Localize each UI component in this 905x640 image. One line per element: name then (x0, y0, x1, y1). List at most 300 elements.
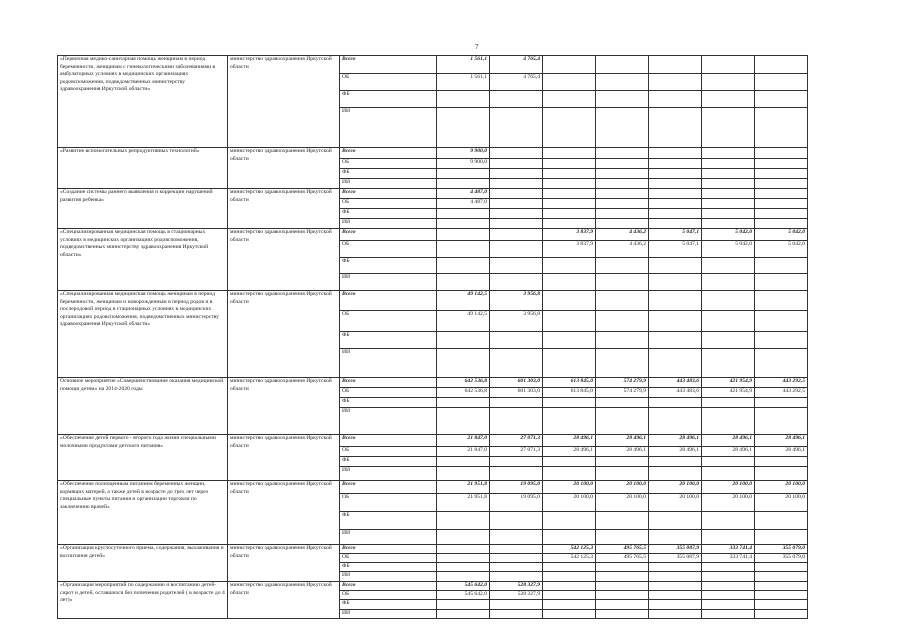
amount-cell (755, 258, 808, 274)
amount-cell (490, 545, 543, 554)
funding-source-label: ИИ (340, 274, 437, 291)
amount-cell: 27 071,3 (490, 435, 543, 447)
amount-cell: 642 536,8 (437, 388, 490, 398)
amount-cell: 5 042,0 (755, 229, 808, 241)
amount-cell: 1 561,1 (437, 74, 490, 91)
amount-cell (702, 74, 755, 91)
amount-cell (755, 311, 808, 332)
funding-source-label: ОБ (340, 591, 437, 600)
funding-source-label: Всего (340, 148, 437, 159)
amount-cell (755, 457, 808, 467)
amount-cell (543, 189, 596, 199)
table-row (58, 582, 808, 591)
amount-cell: 613 845,0 (543, 388, 596, 398)
amount-cell: 21 847,0 (437, 447, 490, 457)
amount-cell (543, 582, 596, 591)
funding-source-label: ФБ (340, 91, 437, 108)
amount-cell (649, 530, 702, 545)
amount-cell (649, 189, 702, 199)
amount-cell (702, 530, 755, 545)
funding-source-label: ФБ (340, 332, 437, 349)
amount-cell (702, 291, 755, 311)
funding-source-label: ОБ (340, 241, 437, 258)
amount-cell (649, 179, 702, 189)
amount-cell: 355 079,0 (755, 545, 808, 554)
amount-cell (702, 56, 755, 74)
amount-cell (649, 512, 702, 530)
amount-cell (490, 219, 543, 229)
amount-cell (702, 159, 755, 169)
amount-cell (490, 408, 543, 435)
funding-source-label: ОБ (340, 159, 437, 169)
amount-cell: 4 436,2 (596, 241, 649, 258)
funding-source-label: ИИ (340, 530, 437, 545)
responsible-executor: министерство здравоохранения Иркутской области (228, 229, 340, 291)
amount-cell (649, 148, 702, 159)
amount-cell (543, 408, 596, 435)
funding-source-label: Всего (340, 481, 437, 494)
amount-cell: 5 042,0 (755, 241, 808, 258)
page-number: 7 (475, 43, 479, 51)
amount-cell (543, 179, 596, 189)
amount-cell (596, 582, 649, 591)
amount-cell (702, 189, 755, 199)
responsible-executor: министерство здравоохранения Иркутской области (228, 291, 340, 378)
amount-cell (702, 572, 755, 582)
amount-cell (490, 554, 543, 563)
amount-cell: 4 487,0 (437, 199, 490, 209)
amount-cell (543, 74, 596, 91)
amount-cell: 19 095,0 (490, 481, 543, 494)
funding-source-label: ФБ (340, 169, 437, 179)
amount-cell (702, 258, 755, 274)
table-row (58, 148, 808, 159)
amount-cell (702, 91, 755, 108)
amount-cell (490, 91, 543, 108)
funding-source-label: ФБ (340, 600, 437, 610)
amount-cell (649, 209, 702, 219)
amount-cell (596, 199, 649, 209)
amount-cell (543, 199, 596, 209)
amount-cell (596, 209, 649, 219)
amount-cell (649, 291, 702, 311)
amount-cell: 3 837,9 (543, 229, 596, 241)
amount-cell (649, 108, 702, 148)
table-row (58, 545, 808, 554)
amount-cell (596, 169, 649, 179)
amount-cell: 3 956,8 (490, 291, 543, 311)
amount-cell (702, 398, 755, 408)
funding-source-label: ФБ (340, 258, 437, 274)
responsible-executor: министерство здравоохранения Иркутской области (228, 148, 340, 189)
amount-cell (649, 572, 702, 582)
amount-cell: 9 900,0 (437, 148, 490, 159)
amount-cell: 545 642,0 (437, 582, 490, 591)
amount-cell (649, 56, 702, 74)
funding-source-label: Всего (340, 291, 437, 311)
amount-cell (755, 291, 808, 311)
amount-cell: 21 951,8 (437, 481, 490, 494)
amount-cell (702, 563, 755, 572)
amount-cell (437, 457, 490, 467)
amount-cell (490, 563, 543, 572)
amount-cell (755, 467, 808, 481)
funding-source-label: ОБ (340, 554, 437, 563)
activity-name: «Первичная медико-санитарная помощь женщинам в период беременности, женщинам с гинекологическими заболеваниями в амбулаторных условиях в медицинских организациях родовспоможения, подведомственных министерству здравоохранения Иркутской области» (58, 56, 228, 148)
amount-cell (596, 159, 649, 169)
amount-cell (490, 530, 543, 545)
amount-cell: 5 047,1 (649, 229, 702, 241)
amount-cell (490, 148, 543, 159)
funding-source-label: ИИ (340, 179, 437, 189)
amount-cell (490, 349, 543, 378)
responsible-executor: министерство здравоохранения Иркутской области (228, 56, 340, 148)
amount-cell (702, 148, 755, 159)
amount-cell: 28 496,1 (596, 447, 649, 457)
funding-source-label: ОБ (340, 388, 437, 398)
amount-cell (702, 457, 755, 467)
amount-cell: 49 142,5 (437, 311, 490, 332)
amount-cell (490, 179, 543, 189)
funding-source-label: ИИ (340, 610, 437, 619)
amount-cell (596, 274, 649, 291)
amount-cell: 642 536,8 (437, 378, 490, 388)
amount-cell: 542 125,3 (543, 554, 596, 563)
amount-cell (437, 169, 490, 179)
amount-cell (702, 512, 755, 530)
table-row (58, 56, 808, 74)
amount-cell: 574 279,9 (596, 388, 649, 398)
amount-cell (490, 229, 543, 241)
amount-cell: 4 436,2 (596, 229, 649, 241)
funding-source-label: ИИ (340, 349, 437, 378)
activity-name: Основное мероприятие «Совершенствование оказания медицинской помощи детям» на 2014-2020 годы (58, 378, 228, 435)
amount-cell: 3 837,9 (543, 241, 596, 258)
amount-cell (596, 148, 649, 159)
amount-cell (649, 591, 702, 600)
amount-cell (490, 457, 543, 467)
amount-cell: 601 303,0 (490, 388, 543, 398)
amount-cell (437, 554, 490, 563)
amount-cell: 574 279,9 (596, 378, 649, 388)
amount-cell (543, 467, 596, 481)
amount-cell (649, 169, 702, 179)
amount-cell (543, 108, 596, 148)
amount-cell: 28 496,1 (649, 447, 702, 457)
amount-cell (755, 572, 808, 582)
amount-cell (437, 349, 490, 378)
amount-cell (702, 582, 755, 591)
funding-source-label: ИИ (340, 108, 437, 148)
amount-cell (437, 241, 490, 258)
amount-cell (755, 219, 808, 229)
amount-cell (543, 398, 596, 408)
amount-cell (702, 349, 755, 378)
amount-cell (543, 563, 596, 572)
amount-cell (543, 169, 596, 179)
table-row (58, 189, 808, 199)
amount-cell (490, 467, 543, 481)
amount-cell: 20 100,0 (755, 494, 808, 512)
budget-table (57, 55, 808, 619)
amount-cell (755, 159, 808, 169)
amount-cell: 5 042,0 (702, 229, 755, 241)
amount-cell (755, 56, 808, 74)
amount-cell (543, 209, 596, 219)
amount-cell: 28 496,1 (543, 435, 596, 447)
amount-cell (755, 108, 808, 148)
amount-cell: 355 087,9 (649, 554, 702, 563)
amount-cell: 443 483,6 (649, 388, 702, 398)
amount-cell: 355 087,9 (649, 545, 702, 554)
amount-cell: 28 496,1 (755, 435, 808, 447)
amount-cell (437, 467, 490, 481)
amount-cell: 1 561,1 (437, 56, 490, 74)
responsible-executor: министерство здравоохранения Иркутской области (228, 378, 340, 435)
amount-cell (755, 179, 808, 189)
amount-cell (596, 332, 649, 349)
amount-cell (755, 74, 808, 91)
amount-cell (596, 349, 649, 378)
amount-cell (543, 274, 596, 291)
amount-cell (649, 219, 702, 229)
amount-cell: 20 100,0 (543, 481, 596, 494)
amount-cell (543, 349, 596, 378)
amount-cell (437, 258, 490, 274)
funding-source-label: Всего (340, 189, 437, 199)
amount-cell (596, 563, 649, 572)
amount-cell (543, 291, 596, 311)
amount-cell (490, 398, 543, 408)
amount-cell (437, 408, 490, 435)
amount-cell (702, 311, 755, 332)
amount-cell (490, 159, 543, 169)
amount-cell (596, 311, 649, 332)
amount-cell (490, 199, 543, 209)
amount-cell (649, 398, 702, 408)
funding-source-label: ОБ (340, 199, 437, 209)
amount-cell (490, 572, 543, 582)
amount-cell (437, 332, 490, 349)
amount-cell: 333 741,4 (702, 545, 755, 554)
responsible-executor: министерство здравоохранения Иркутской области (228, 582, 340, 619)
table-row (58, 435, 808, 447)
amount-cell (596, 610, 649, 619)
amount-cell (596, 512, 649, 530)
amount-cell (755, 91, 808, 108)
amount-cell (755, 512, 808, 530)
amount-cell (437, 545, 490, 554)
funding-source-label: ИИ (340, 467, 437, 481)
amount-cell (490, 169, 543, 179)
amount-cell: 20 100,0 (702, 481, 755, 494)
amount-cell (543, 332, 596, 349)
amount-cell (649, 258, 702, 274)
amount-cell (543, 512, 596, 530)
amount-cell: 443 292,5 (755, 388, 808, 398)
amount-cell: 21 847,0 (437, 435, 490, 447)
amount-cell (596, 258, 649, 274)
amount-cell (755, 189, 808, 199)
table-row (58, 291, 808, 311)
amount-cell (437, 229, 490, 241)
activity-name: «Специализированная медицинская помощь в стационарных условиях в медицинских организациях родовспоможения, подведомственных министерству здравоохранения Иркутской области» (58, 229, 228, 291)
amount-cell (596, 398, 649, 408)
funding-source-label: ОБ (340, 74, 437, 91)
amount-cell (755, 408, 808, 435)
amount-cell: 545 642,0 (437, 591, 490, 600)
amount-cell (649, 91, 702, 108)
amount-cell (702, 219, 755, 229)
amount-cell: 27 071,3 (490, 447, 543, 457)
amount-cell (437, 108, 490, 148)
amount-cell (490, 512, 543, 530)
amount-cell: 49 142,5 (437, 291, 490, 311)
funding-source-label: ИИ (340, 572, 437, 582)
amount-cell: 542 125,3 (543, 545, 596, 554)
amount-cell (649, 467, 702, 481)
amount-cell (543, 610, 596, 619)
funding-source-label: Всего (340, 582, 437, 591)
amount-cell (596, 408, 649, 435)
amount-cell: 421 954,9 (702, 388, 755, 398)
responsible-executor: министерство здравоохранения Иркутской области (228, 435, 340, 481)
amount-cell: 28 496,1 (702, 435, 755, 447)
amount-cell (755, 610, 808, 619)
amount-cell (649, 311, 702, 332)
amount-cell: 19 095,0 (490, 494, 543, 512)
amount-cell (490, 189, 543, 199)
amount-cell (543, 91, 596, 108)
amount-cell: 5 042,0 (702, 241, 755, 258)
amount-cell (596, 457, 649, 467)
amount-cell (437, 530, 490, 545)
amount-cell (702, 108, 755, 148)
amount-cell (543, 56, 596, 74)
amount-cell (702, 169, 755, 179)
activity-name: «Организация круглосуточного приема, содержания, выхаживания и воспитания детей» (58, 545, 228, 582)
amount-cell (702, 209, 755, 219)
amount-cell: 28 496,1 (596, 435, 649, 447)
amount-cell (596, 600, 649, 610)
amount-cell (596, 108, 649, 148)
amount-cell (649, 582, 702, 591)
amount-cell (649, 600, 702, 610)
amount-cell (755, 169, 808, 179)
amount-cell (437, 398, 490, 408)
funding-source-label: ОБ (340, 494, 437, 512)
amount-cell (490, 108, 543, 148)
amount-cell (702, 600, 755, 610)
funding-source-label: Всего (340, 378, 437, 388)
amount-cell (596, 189, 649, 199)
amount-cell (649, 408, 702, 435)
amount-cell (596, 291, 649, 311)
amount-cell (437, 274, 490, 291)
amount-cell (543, 311, 596, 332)
amount-cell (649, 274, 702, 291)
funding-source-label: Всего (340, 435, 437, 447)
funding-source-label: ОБ (340, 311, 437, 332)
amount-cell (490, 600, 543, 610)
amount-cell (543, 258, 596, 274)
amount-cell: 355 079,0 (755, 554, 808, 563)
amount-cell (543, 591, 596, 600)
amount-cell (596, 572, 649, 582)
amount-cell (437, 219, 490, 229)
activity-name: «Обеспечение полноценным питанием беременных женщин, кормящих матерей, а также детей в возрасте до трех лет через специальные пункты питания и организации торговли по заключению врачей» (58, 481, 228, 545)
responsible-executor: министерство здравоохранения Иркутской области (228, 481, 340, 545)
amount-cell: 443 292,5 (755, 378, 808, 388)
amount-cell (649, 349, 702, 378)
amount-cell (437, 512, 490, 530)
amount-cell (755, 199, 808, 209)
amount-cell (543, 457, 596, 467)
amount-cell (437, 600, 490, 610)
funding-source-label: ИИ (340, 408, 437, 435)
amount-cell (649, 159, 702, 169)
amount-cell (596, 91, 649, 108)
amount-cell (543, 148, 596, 159)
activity-name: «Специализированная медицинская помощь женщинам в период беременности, женщинам и новорожденным в период родов и в послеродовой период в стационарных условиях в медицинских организациях родовспоможения, подведомственных министерству здравоохранения Иркутской области» (58, 291, 228, 378)
funding-source-label: ФБ (340, 457, 437, 467)
amount-cell (649, 457, 702, 467)
amount-cell (755, 563, 808, 572)
amount-cell: 5 047,1 (649, 241, 702, 258)
amount-cell (649, 563, 702, 572)
amount-cell: 495 765,5 (596, 545, 649, 554)
amount-cell: 4 487,0 (437, 189, 490, 199)
amount-cell: 4 765,4 (490, 74, 543, 91)
funding-source-label: ФБ (340, 209, 437, 219)
amount-cell (543, 600, 596, 610)
table-row (58, 229, 808, 241)
amount-cell (702, 179, 755, 189)
amount-cell (437, 610, 490, 619)
amount-cell (755, 600, 808, 610)
activity-name: «Развитие вспомогательных репродуктивных технологий» (58, 148, 228, 189)
amount-cell (755, 582, 808, 591)
funding-source-label: ИИ (340, 219, 437, 229)
amount-cell: 333 741,4 (702, 554, 755, 563)
amount-cell (649, 199, 702, 209)
amount-cell (437, 179, 490, 189)
table-row (58, 481, 808, 494)
amount-cell: 4 765,4 (490, 56, 543, 74)
amount-cell: 3 956,8 (490, 311, 543, 332)
amount-cell: 613 845,0 (543, 378, 596, 388)
amount-cell (543, 572, 596, 582)
amount-cell (437, 563, 490, 572)
activity-name: «Создание системы раннего выявления и коррекции нарушений развития ребенка» (58, 189, 228, 229)
amount-cell (490, 332, 543, 349)
amount-cell: 28 496,1 (702, 447, 755, 457)
activity-name: «Организация мероприятий по содержанию и воспитанию детей-сирот и детей, оставшихся без попечения родителей ( в возрасте до 4 лет)» (58, 582, 228, 619)
amount-cell (490, 258, 543, 274)
amount-cell: 28 496,1 (543, 447, 596, 457)
amount-cell (702, 199, 755, 209)
amount-cell (437, 91, 490, 108)
amount-cell (755, 530, 808, 545)
amount-cell: 20 100,0 (596, 481, 649, 494)
amount-cell: 20 100,0 (649, 481, 702, 494)
amount-cell (543, 530, 596, 545)
amount-cell (596, 74, 649, 91)
amount-cell: 528 327,9 (490, 591, 543, 600)
funding-source-label: ФБ (340, 563, 437, 572)
amount-cell: 20 100,0 (702, 494, 755, 512)
amount-cell: 421 954,9 (702, 378, 755, 388)
